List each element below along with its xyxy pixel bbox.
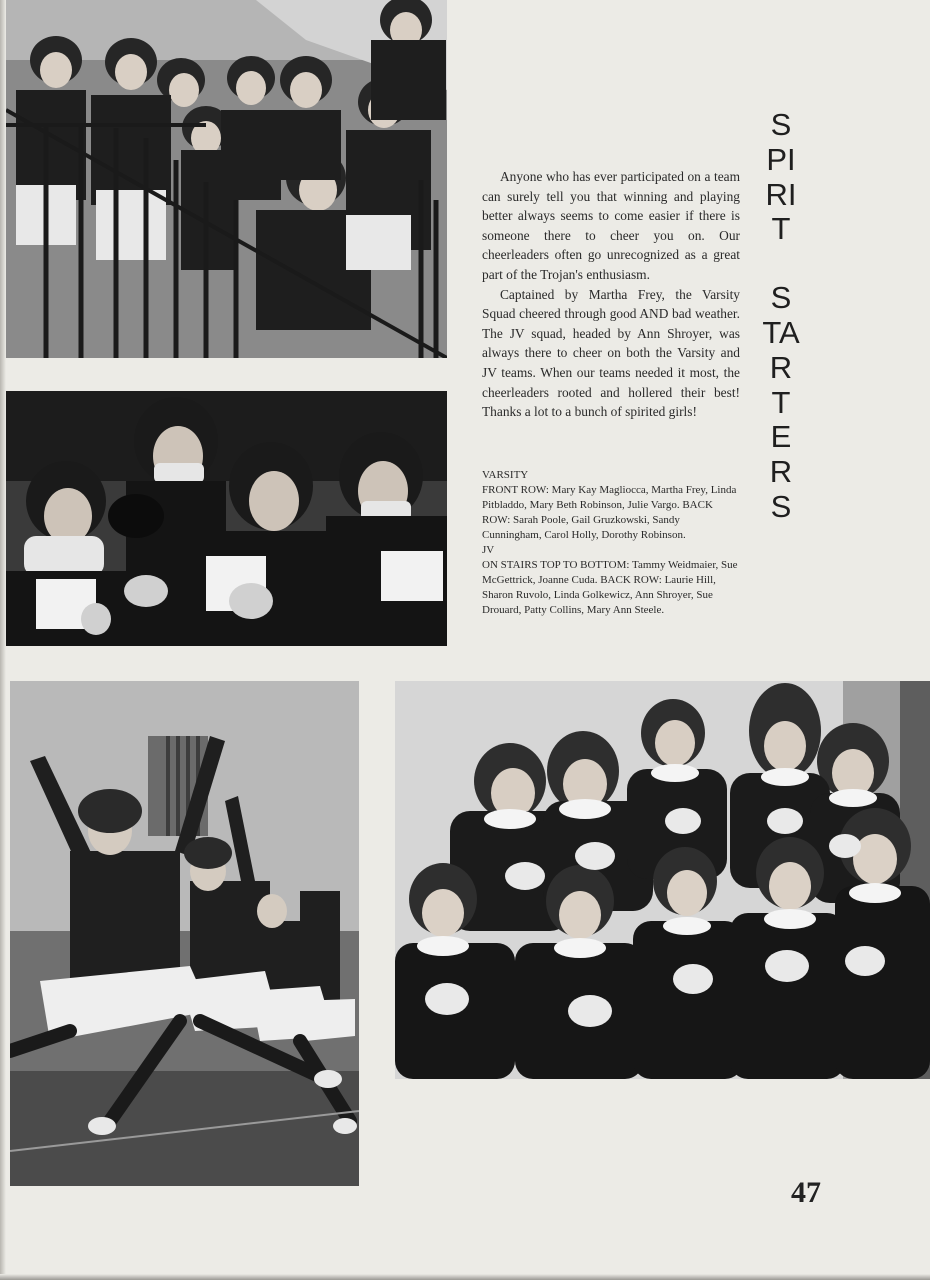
cheerleaders-on-staircase-photo xyxy=(6,0,447,358)
page-title xyxy=(762,108,800,525)
cheerleaders-jumping-gym-photo xyxy=(10,681,359,1186)
cheerleader-group-portrait-photo xyxy=(395,681,930,1079)
body-paragraph: Captained by Martha Frey, the Varsity Squad cheered through good AND bad weather. The JV squad, headed by Ann Shroyer, was always there to cheer on both the Varsity and JV teams. When our teams needed it most, the cheerleaders rooted and hollered their best! Thanks a lot to a bunch of spirited girls! xyxy=(482,286,740,420)
jv-names: ON STAIRS TOP TO BOTTOM: Tammy Weidmaier, Sue McGettrick, Joanne Cuda. BACK ROW: Laurie Hill, Sharon Ruvolo, Linda Golkewicz, Ann Shroyer, Sue Drouard, Patty Collins, Mary Ann Steele. xyxy=(482,559,738,616)
page-bottom-edge xyxy=(0,1274,930,1280)
page-number: 47 xyxy=(791,1176,821,1209)
cheerleaders-holding-papers-photo xyxy=(6,391,447,646)
article-body xyxy=(482,167,740,422)
varsity-heading: VARSITY xyxy=(482,469,529,481)
title-word-spirit: SPIRIT xyxy=(765,107,797,247)
body-paragraph: Anyone who has ever participated on a team can surely tell you that winning and playing better always seems to come easier if there is someone there to cheer you on. Our cheerleaders often go unrecognized as a great part of the Trojan's enthusiasm. xyxy=(482,169,740,282)
photo-caption xyxy=(482,468,740,618)
title-gap xyxy=(762,247,800,281)
title-word-starters: STARTERS xyxy=(762,280,800,524)
jv-heading: JV xyxy=(482,544,495,556)
varsity-names: FRONT ROW: Mary Kay Magliocca, Martha Frey, Linda Pitbladdo, Mary Beth Robinson, Julie Vargo. BACK ROW: Sarah Poole, Gail Gruzkowski, Sandy Cunningham, Carol Holly, Dorothy Robinson. xyxy=(482,484,737,541)
